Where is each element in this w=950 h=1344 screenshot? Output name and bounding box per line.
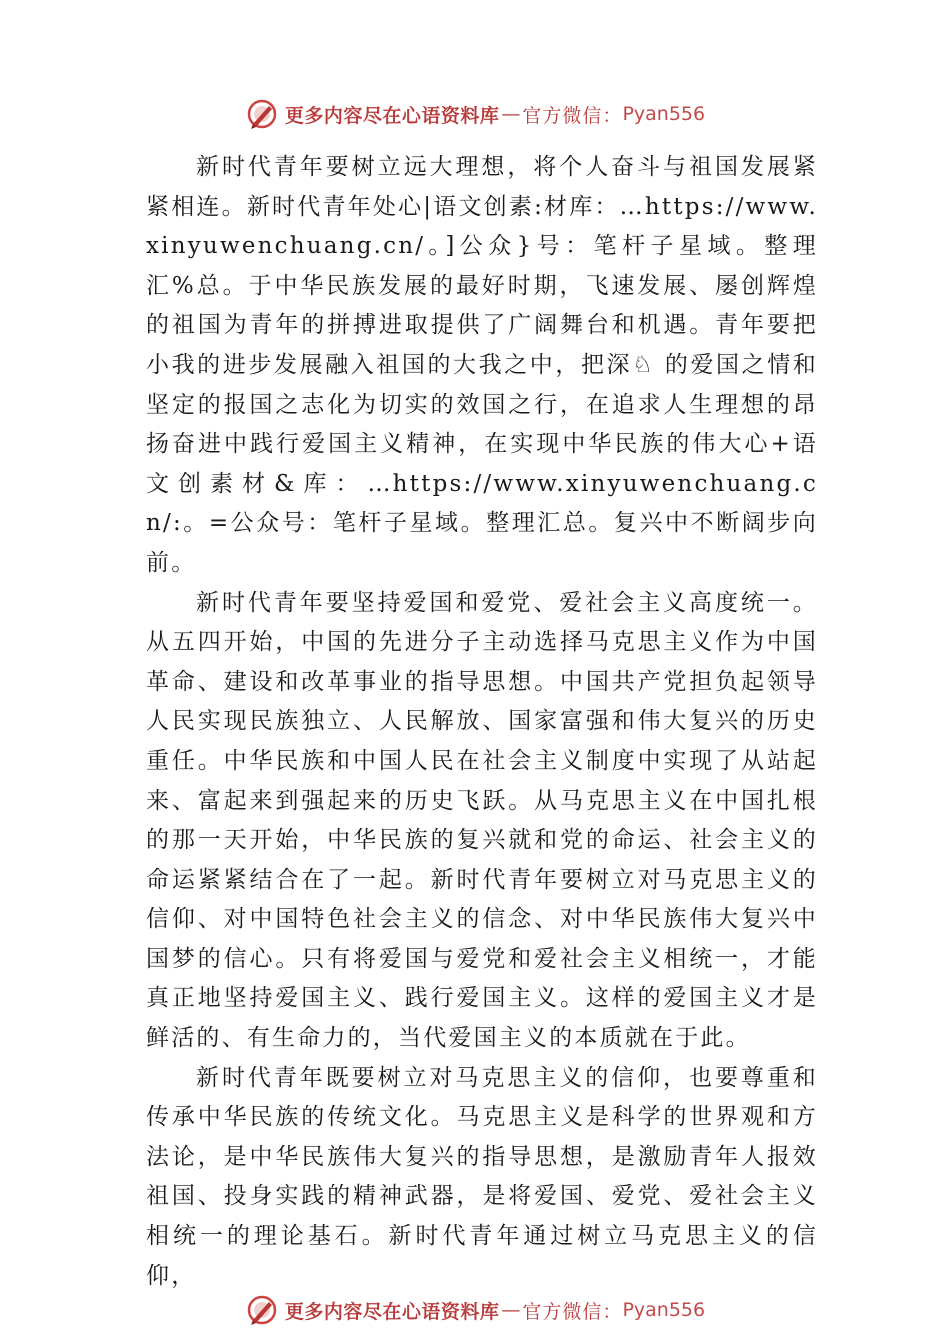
pen-logo-icon [245, 1293, 279, 1327]
footer-separator: — [501, 1299, 521, 1321]
pen-logo-icon [245, 97, 279, 131]
footer-wechat-label: 官方微信： [522, 1300, 623, 1323]
header-wechat-label: 官方微信： [522, 104, 623, 127]
header-brand-text: 更多内容尽在心语资料库 [284, 104, 500, 127]
header-banner [0, 94, 950, 134]
paragraph: 新时代青年要树立远大理想，将个人奋斗与祖国发展紧紧相连。新时代青年处心|语文创素:材库：…https://www.xinyuwenchuang.cn/。]公众}号：笔杆子星域。整理汇%总。于中华民族发展的最好时期，飞速发展、屡创辉煌的祖国为青年的拼搏进取提供了广阔舞台和机遇。青年要把小我的进步发展融入祖国的大我之中，把深♘ 的爱国之情和坚定的报国之志化为切实的效国之行，在追求人生理想的昂扬奋进中践行爱国主义精神，在实现中华民族的伟大心+语文创素材&库：…https://www.xinyuwenchuang.cn/:。=公众号：笔杆子星域。整理汇总。复兴中不断阔步向前。 [146, 154, 818, 576]
paragraph: 新时代青年既要树立对马克思主义的信仰，也要尊重和传承中华民族的传统文化。马克思主义是科学的世界观和方法论，是中华民族伟大复兴的指导思想，是激励青年人报效祖国、投身实践的精神武器，是将爱国、爱党、爱社会主义相统一的理论基石。新时代青年通过树立马克思主义的信仰， [146, 1064, 818, 1289]
document-body [146, 148, 818, 1296]
footer-banner [0, 1290, 950, 1330]
header-separator: — [501, 103, 521, 125]
footer-wechat-id: Pyan556 [622, 1299, 706, 1321]
header-wechat-id: Pyan556 [622, 103, 706, 125]
footer-brand-text: 更多内容尽在心语资料库 [284, 1300, 500, 1323]
paragraph: 新时代青年要坚持爱国和爱党、爱社会主义高度统一。从五四开始，中国的先进分子主动选择马克思主义作为中国革命、建设和改革事业的指导思想。中国共产党担负起领导人民实现民族独立、人民解放、国家富强和伟大复兴的历史重任。中华民族和中国人民在社会主义制度中实现了从站起来、富起来到强起来的历史飞跃。从马克思主义在中国扎根的那一天开始，中华民族的复兴就和党的命运、社会主义的命运紧紧结合在了一起。新时代青年要树立对马克思主义的信仰、对中国特色社会主义的信念、对中华民族伟大复兴中国梦的信心。只有将爱国与爱党和爱社会主义相统一，才能真正地坚持爱国主义、践行爱国主义。这样的爱国主义才是鲜活的、有生命力的，当代爱国主义的本质就在于此。 [146, 589, 818, 1052]
